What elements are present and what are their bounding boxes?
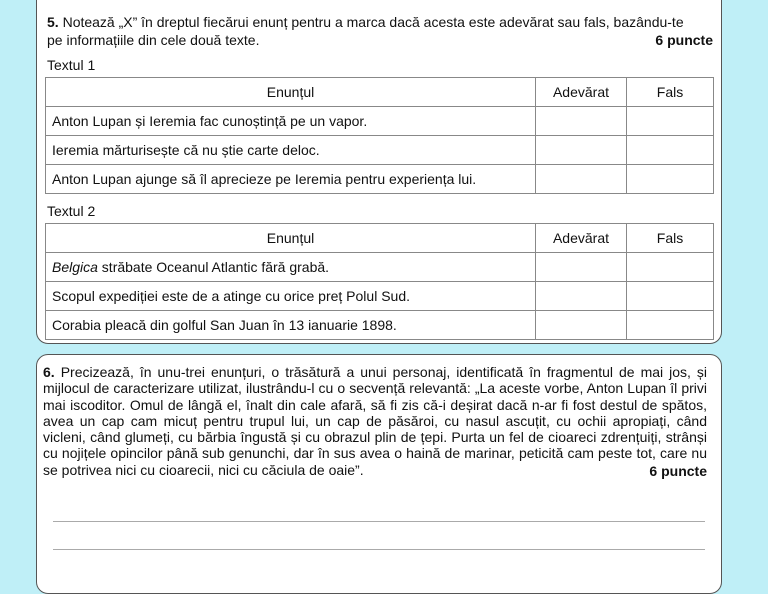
answer-line[interactable] bbox=[53, 549, 705, 550]
exercise-5-instruction-line1 bbox=[47, 14, 684, 30]
col-header-statement: Enunțul bbox=[46, 78, 536, 107]
true-answer-cell[interactable] bbox=[536, 165, 627, 194]
table-header bbox=[46, 224, 714, 253]
table-row bbox=[46, 136, 714, 165]
false-answer-cell[interactable] bbox=[627, 136, 714, 165]
exercise-6-text: Precizează, în unu-trei enunțuri, o trăsătură a unui personaj, identificată în fragmentul de mai jos, și mijlocul de caracterizare utilizat, ilustrându-l cu o secvență relevantă: „La aceste vorbe, Anton Lupan îl privi mai iscoditor. Omul de lângă el, înalt din cale afară, să fi zis că-i deșirat dacă n-ar fi fost destul de spătos, avea un cap cam micuț pentru trupul lui, un cap de păsăroi, cu nasul ascuțit, cu ochii apropiați, când vicleni, când glumeți, cu bărbia îngustă și cu obrazul plin de țepi. Purta un fel de cioareci zdrențuiți, strânși cu nojițele opincilor până sub genunchi, dar în sus avea o haină de marinar, peticită cam peste tot, care nu se potrivea nici cu cioarecii, nici cu căciula de oaie”. bbox=[43, 364, 708, 478]
table-row bbox=[46, 253, 714, 282]
exercise-6-number: 6. bbox=[43, 364, 55, 380]
statement-cell: Anton Lupan ajunge să îl aprecieze pe Ieremia pentru experiența lui. bbox=[46, 165, 536, 194]
true-answer-cell[interactable] bbox=[536, 253, 627, 282]
table-row bbox=[46, 282, 714, 311]
exercise-6-text-block bbox=[43, 364, 707, 478]
exercise-5-points: 6 puncte bbox=[655, 32, 713, 48]
true-answer-cell[interactable] bbox=[536, 107, 627, 136]
col-header-false: Fals bbox=[627, 224, 714, 253]
statements-table-1 bbox=[45, 77, 714, 194]
statement-text: străbate Oceanul Atlantic fără grabă. bbox=[97, 259, 330, 275]
ship-name: Belgica bbox=[52, 259, 98, 275]
col-header-statement: Enunțul bbox=[46, 224, 536, 253]
false-answer-cell[interactable] bbox=[627, 107, 714, 136]
exercise-5-box bbox=[36, 0, 722, 344]
true-answer-cell[interactable] bbox=[536, 311, 627, 340]
col-header-false: Fals bbox=[627, 78, 714, 107]
true-answer-cell[interactable] bbox=[536, 136, 627, 165]
statement-cell: Ieremia mărturisește că nu știe carte deloc. bbox=[46, 136, 536, 165]
exercise-5-number: 5. bbox=[47, 14, 59, 30]
table-header bbox=[46, 78, 714, 107]
false-answer-cell[interactable] bbox=[627, 165, 714, 194]
statement-cell bbox=[46, 253, 536, 282]
exercise-6-points: 6 puncte bbox=[649, 463, 707, 479]
table-row bbox=[46, 107, 714, 136]
table-row bbox=[46, 311, 714, 340]
false-answer-cell[interactable] bbox=[627, 311, 714, 340]
exercise-6-box bbox=[36, 354, 722, 594]
exercise-5-text: Notează „X” în dreptul fiecărui enunț pentru a marca dacă acesta este adevărat sau fals, bazându-te bbox=[62, 14, 684, 30]
col-header-true: Adevărat bbox=[536, 224, 627, 253]
col-header-true: Adevărat bbox=[536, 78, 627, 107]
statement-cell: Anton Lupan și Ieremia fac cunoștință pe un vapor. bbox=[46, 107, 536, 136]
text1-label: Textul 1 bbox=[47, 57, 96, 73]
true-answer-cell[interactable] bbox=[536, 282, 627, 311]
statements-table-2 bbox=[45, 223, 714, 340]
statement-cell: Corabia pleacă din golful San Juan în 13 ianuarie 1898. bbox=[46, 311, 536, 340]
table-row bbox=[46, 165, 714, 194]
statement-cell: Scopul expediției este de a atinge cu orice preț Polul Sud. bbox=[46, 282, 536, 311]
exercise-5-instruction-line2: pe informațiile din cele două texte. bbox=[47, 32, 260, 48]
text2-label: Textul 2 bbox=[47, 203, 96, 219]
false-answer-cell[interactable] bbox=[627, 282, 714, 311]
false-answer-cell[interactable] bbox=[627, 253, 714, 282]
answer-line[interactable] bbox=[53, 521, 705, 522]
